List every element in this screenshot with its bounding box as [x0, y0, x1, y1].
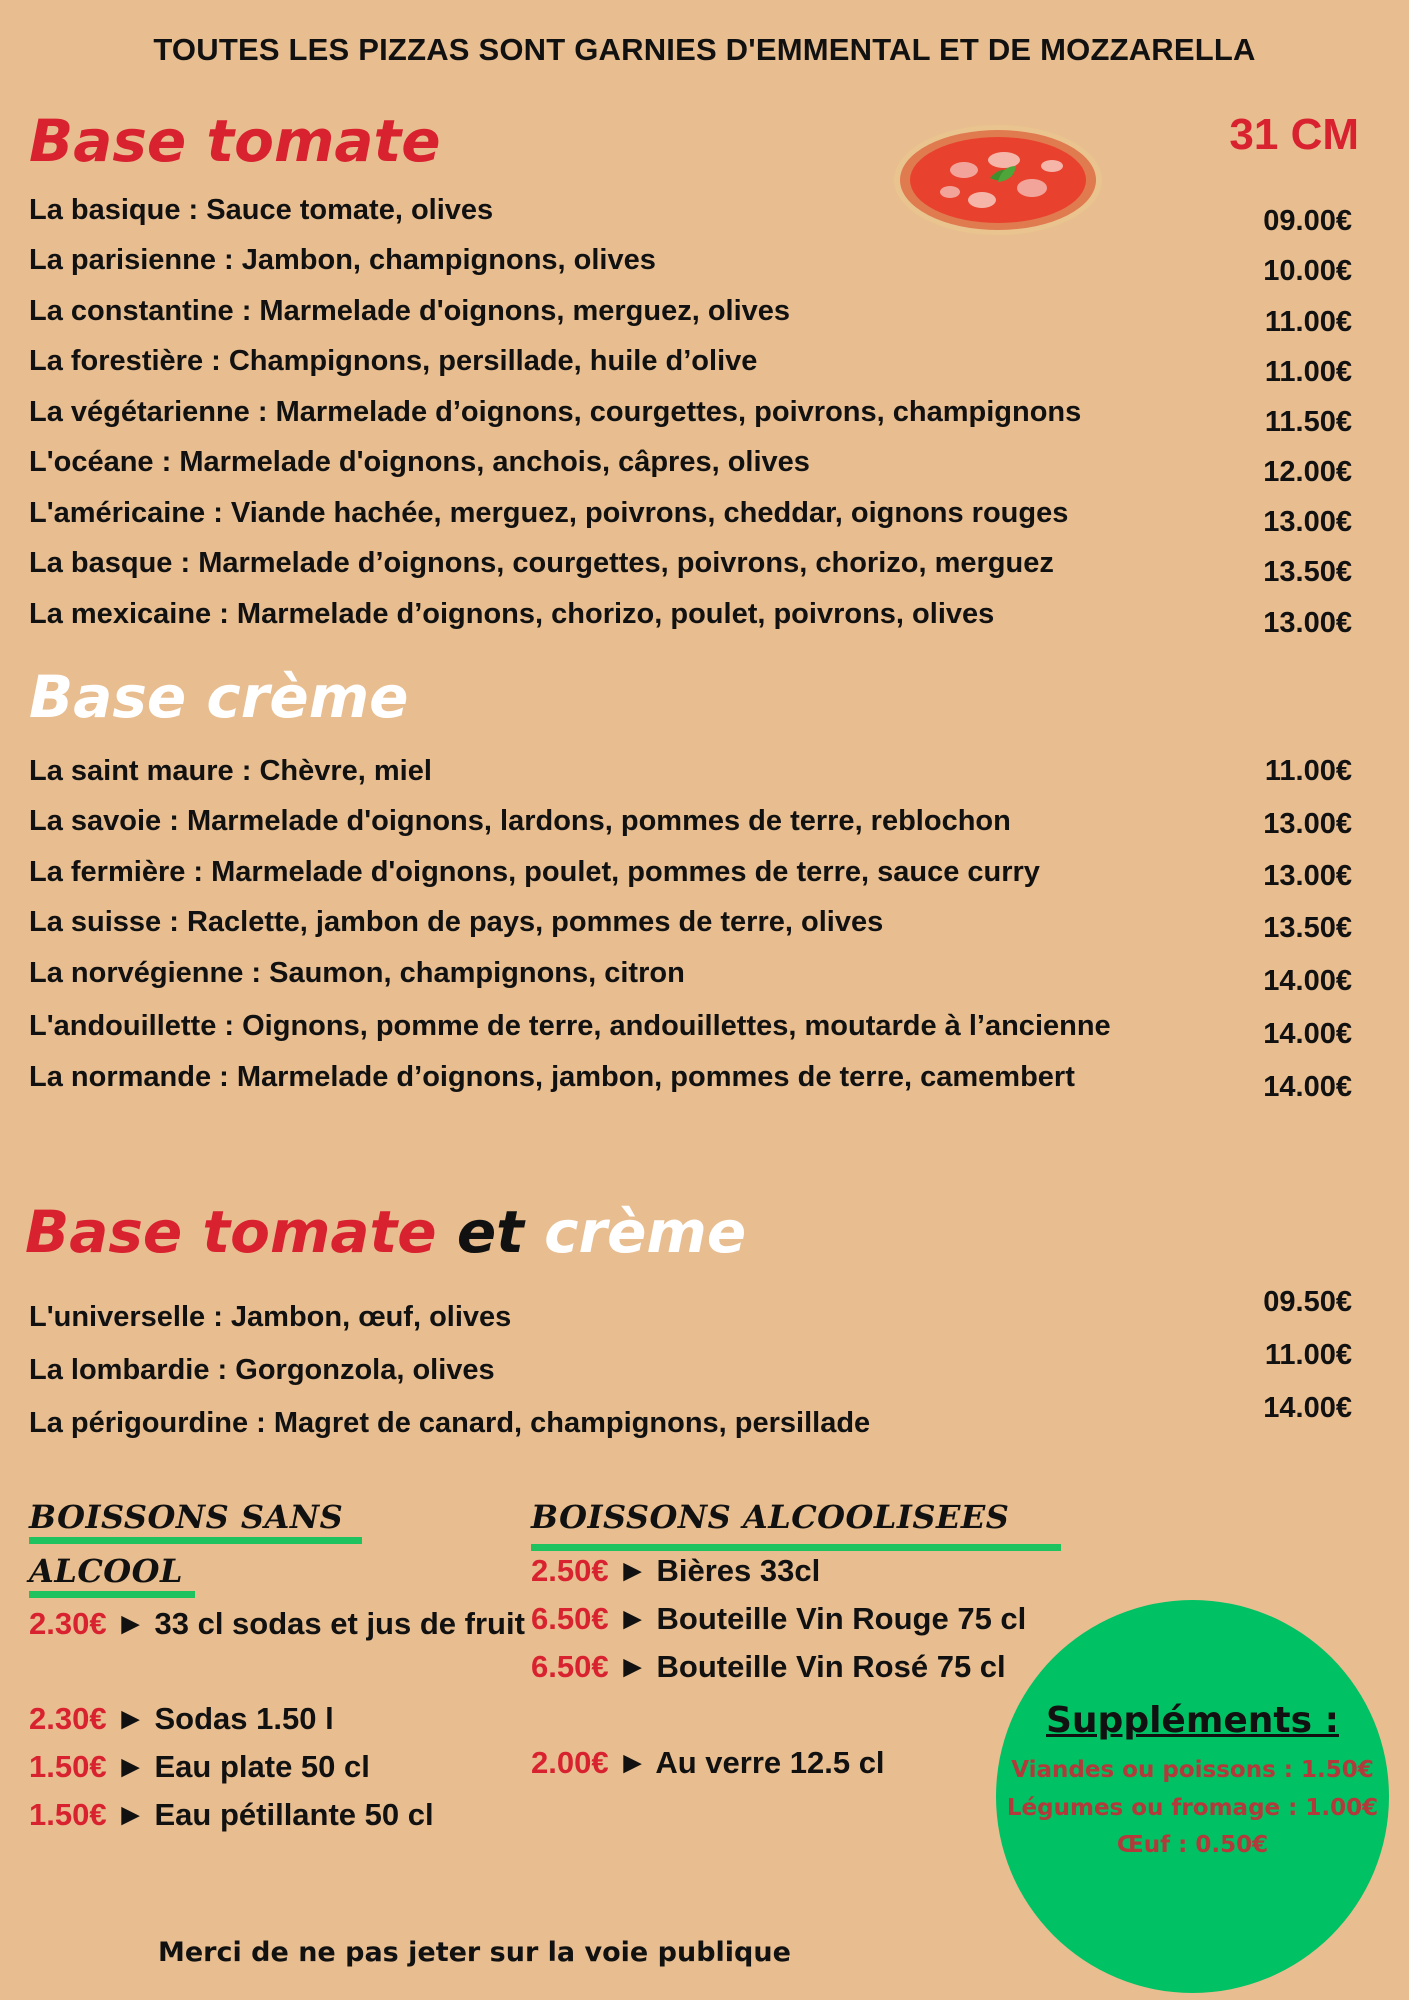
- pizza-price: 13.00€: [1263, 607, 1352, 639]
- pizza-label: L'andouillette : Oignons, pomme de terre, andouillettes, moutarde à l’ancienne: [29, 1010, 1111, 1042]
- pizza-price: 14.00€: [1263, 1071, 1352, 1103]
- pizza-price: 13.50€: [1263, 912, 1352, 944]
- supplements-circle: [996, 1600, 1389, 1993]
- drink-label: ► Eau pétillante 50 cl: [115, 1797, 434, 1832]
- soft-title-underline: [29, 1537, 362, 1544]
- pizza-price: 10.00€: [1263, 255, 1352, 287]
- pizza-illustration: [892, 122, 1104, 238]
- supplement-line: Œuf : 0.50€: [1116, 1832, 1269, 1858]
- pizza-price: 11.50€: [1264, 406, 1352, 438]
- pizza-label: La normande : Marmelade d’oignons, jambon, pommes de terre, camembert: [29, 1061, 1075, 1093]
- soft-title-underline2: [29, 1591, 195, 1598]
- alcohol-drink-row: [531, 1651, 1006, 1682]
- drink-price: 1.50€: [29, 1797, 107, 1832]
- alcohol-drinks-title: BOISSONS ALCOOLISEES: [531, 1498, 1010, 1536]
- section-title-creme: Base crème: [29, 663, 409, 731]
- drink-label: ► Bouteille Vin Rosé 75 cl: [617, 1649, 1006, 1684]
- drink-label: ► Bouteille Vin Rouge 75 cl: [617, 1601, 1027, 1636]
- drink-label: ► Eau plate 50 cl: [115, 1749, 370, 1784]
- drink-label: ► Bières 33cl: [617, 1553, 821, 1588]
- alcohol-drink-row: [531, 1555, 820, 1586]
- pizza-price: 09.00€: [1263, 205, 1352, 237]
- pizza-label: La végétarienne : Marmelade d’oignons, courgettes, poivrons, champignons: [29, 396, 1082, 428]
- pizza-label: La constantine : Marmelade d'oignons, merguez, olives: [29, 295, 791, 327]
- alcohol-title-underline: [531, 1544, 1061, 1551]
- pizza-price: 11.00€: [1264, 1339, 1352, 1371]
- drink-label: ► Sodas 1.50 l: [115, 1701, 334, 1736]
- alcohol-drink-row: [531, 1747, 885, 1778]
- pizza-price: 13.00€: [1263, 506, 1352, 538]
- title-part-creme: crème: [544, 1198, 747, 1266]
- supplements-title: Suppléments :: [1046, 1700, 1339, 1741]
- supplement-line: Légumes ou fromage : 1.00€: [1006, 1795, 1379, 1821]
- title-part-tomate: Base tomate: [25, 1198, 437, 1266]
- soft-drinks-title-line2: ALCOOL: [29, 1552, 184, 1590]
- soft-drink-row: [29, 1751, 370, 1782]
- drink-price: 1.50€: [29, 1749, 107, 1784]
- pizza-label: La mexicaine : Marmelade d’oignons, chorizo, poulet, poivrons, olives: [29, 598, 995, 630]
- drink-price: 2.00€: [531, 1745, 609, 1780]
- section-title-mixte: [25, 1198, 747, 1266]
- soft-drinks-title-line1: BOISSONS SANS: [29, 1498, 344, 1536]
- drink-price: 6.50€: [531, 1601, 609, 1636]
- pizza-label: La lombardie : Gorgonzola, olives: [29, 1354, 495, 1386]
- pizza-price: 14.00€: [1263, 1018, 1352, 1050]
- pizza-label: La suisse : Raclette, jambon de pays, pommes de terre, olives: [29, 906, 884, 938]
- drink-price: 6.50€: [531, 1649, 609, 1684]
- size-label: 31 CM: [1229, 110, 1359, 159]
- soft-drink-row: [29, 1799, 434, 1830]
- pizza-price: 11.00€: [1264, 755, 1352, 787]
- pizza-label: La basque : Marmelade d’oignons, courgettes, poivrons, chorizo, merguez: [29, 547, 1054, 579]
- pizza-label: La forestière : Champignons, persillade, huile d’olive: [29, 345, 758, 377]
- footer-notice: Merci de ne pas jeter sur la voie publique: [158, 1937, 791, 1968]
- pizza-label: La parisienne : Jambon, champignons, olives: [29, 244, 656, 276]
- drink-price: 2.50€: [531, 1553, 609, 1588]
- pizza-price: 09.50€: [1263, 1286, 1352, 1318]
- supplement-line: Viandes ou poissons : 1.50€: [1011, 1757, 1374, 1783]
- pizza-price: 14.00€: [1263, 965, 1352, 997]
- pizza-price: 13.00€: [1263, 860, 1352, 892]
- pizza-label: La norvégienne : Saumon, champignons, citron: [29, 957, 685, 989]
- drink-price: 2.30€: [29, 1701, 107, 1736]
- pizza-price: 14.00€: [1263, 1392, 1352, 1424]
- pizza-label: La savoie : Marmelade d'oignons, lardons, pommes de terre, reblochon: [29, 805, 1011, 837]
- pizza-label: La périgourdine : Magret de canard, champignons, persillade: [29, 1407, 871, 1439]
- pizza-price: 13.00€: [1263, 808, 1352, 840]
- drink-label: ► 33 cl sodas et jus de fruit: [115, 1606, 525, 1641]
- pizza-label: L'américaine : Viande hachée, merguez, poivrons, cheddar, oignons rouges: [29, 497, 1069, 529]
- alcohol-drink-row: [531, 1603, 1026, 1634]
- pizza-label: L'océane : Marmelade d'oignons, anchois, câpres, olives: [29, 446, 810, 478]
- drink-price: 2.30€: [29, 1606, 107, 1641]
- pizza-price: 12.00€: [1263, 456, 1352, 488]
- pizza-price: 13.50€: [1263, 556, 1352, 588]
- pizza-label: La fermière : Marmelade d'oignons, poulet, pommes de terre, sauce curry: [29, 856, 1040, 888]
- header-notice: TOUTES LES PIZZAS SONT GARNIES D'EMMENTAL ET DE MOZZARELLA: [153, 32, 1256, 67]
- pizza-label: L'universelle : Jambon, œuf, olives: [29, 1301, 512, 1333]
- pizza-price: 11.00€: [1264, 356, 1352, 388]
- soft-drink-row: [29, 1608, 525, 1639]
- section-title-tomate: Base tomate: [29, 107, 441, 175]
- title-part-et: et: [456, 1198, 524, 1266]
- drink-label: ► Au verre 12.5 cl: [617, 1745, 885, 1780]
- pizza-price: 11.00€: [1264, 306, 1352, 338]
- soft-drink-row: [29, 1703, 334, 1734]
- pizza-label: La saint maure : Chèvre, miel: [29, 755, 432, 787]
- pizza-label: La basique : Sauce tomate, olives: [29, 194, 494, 226]
